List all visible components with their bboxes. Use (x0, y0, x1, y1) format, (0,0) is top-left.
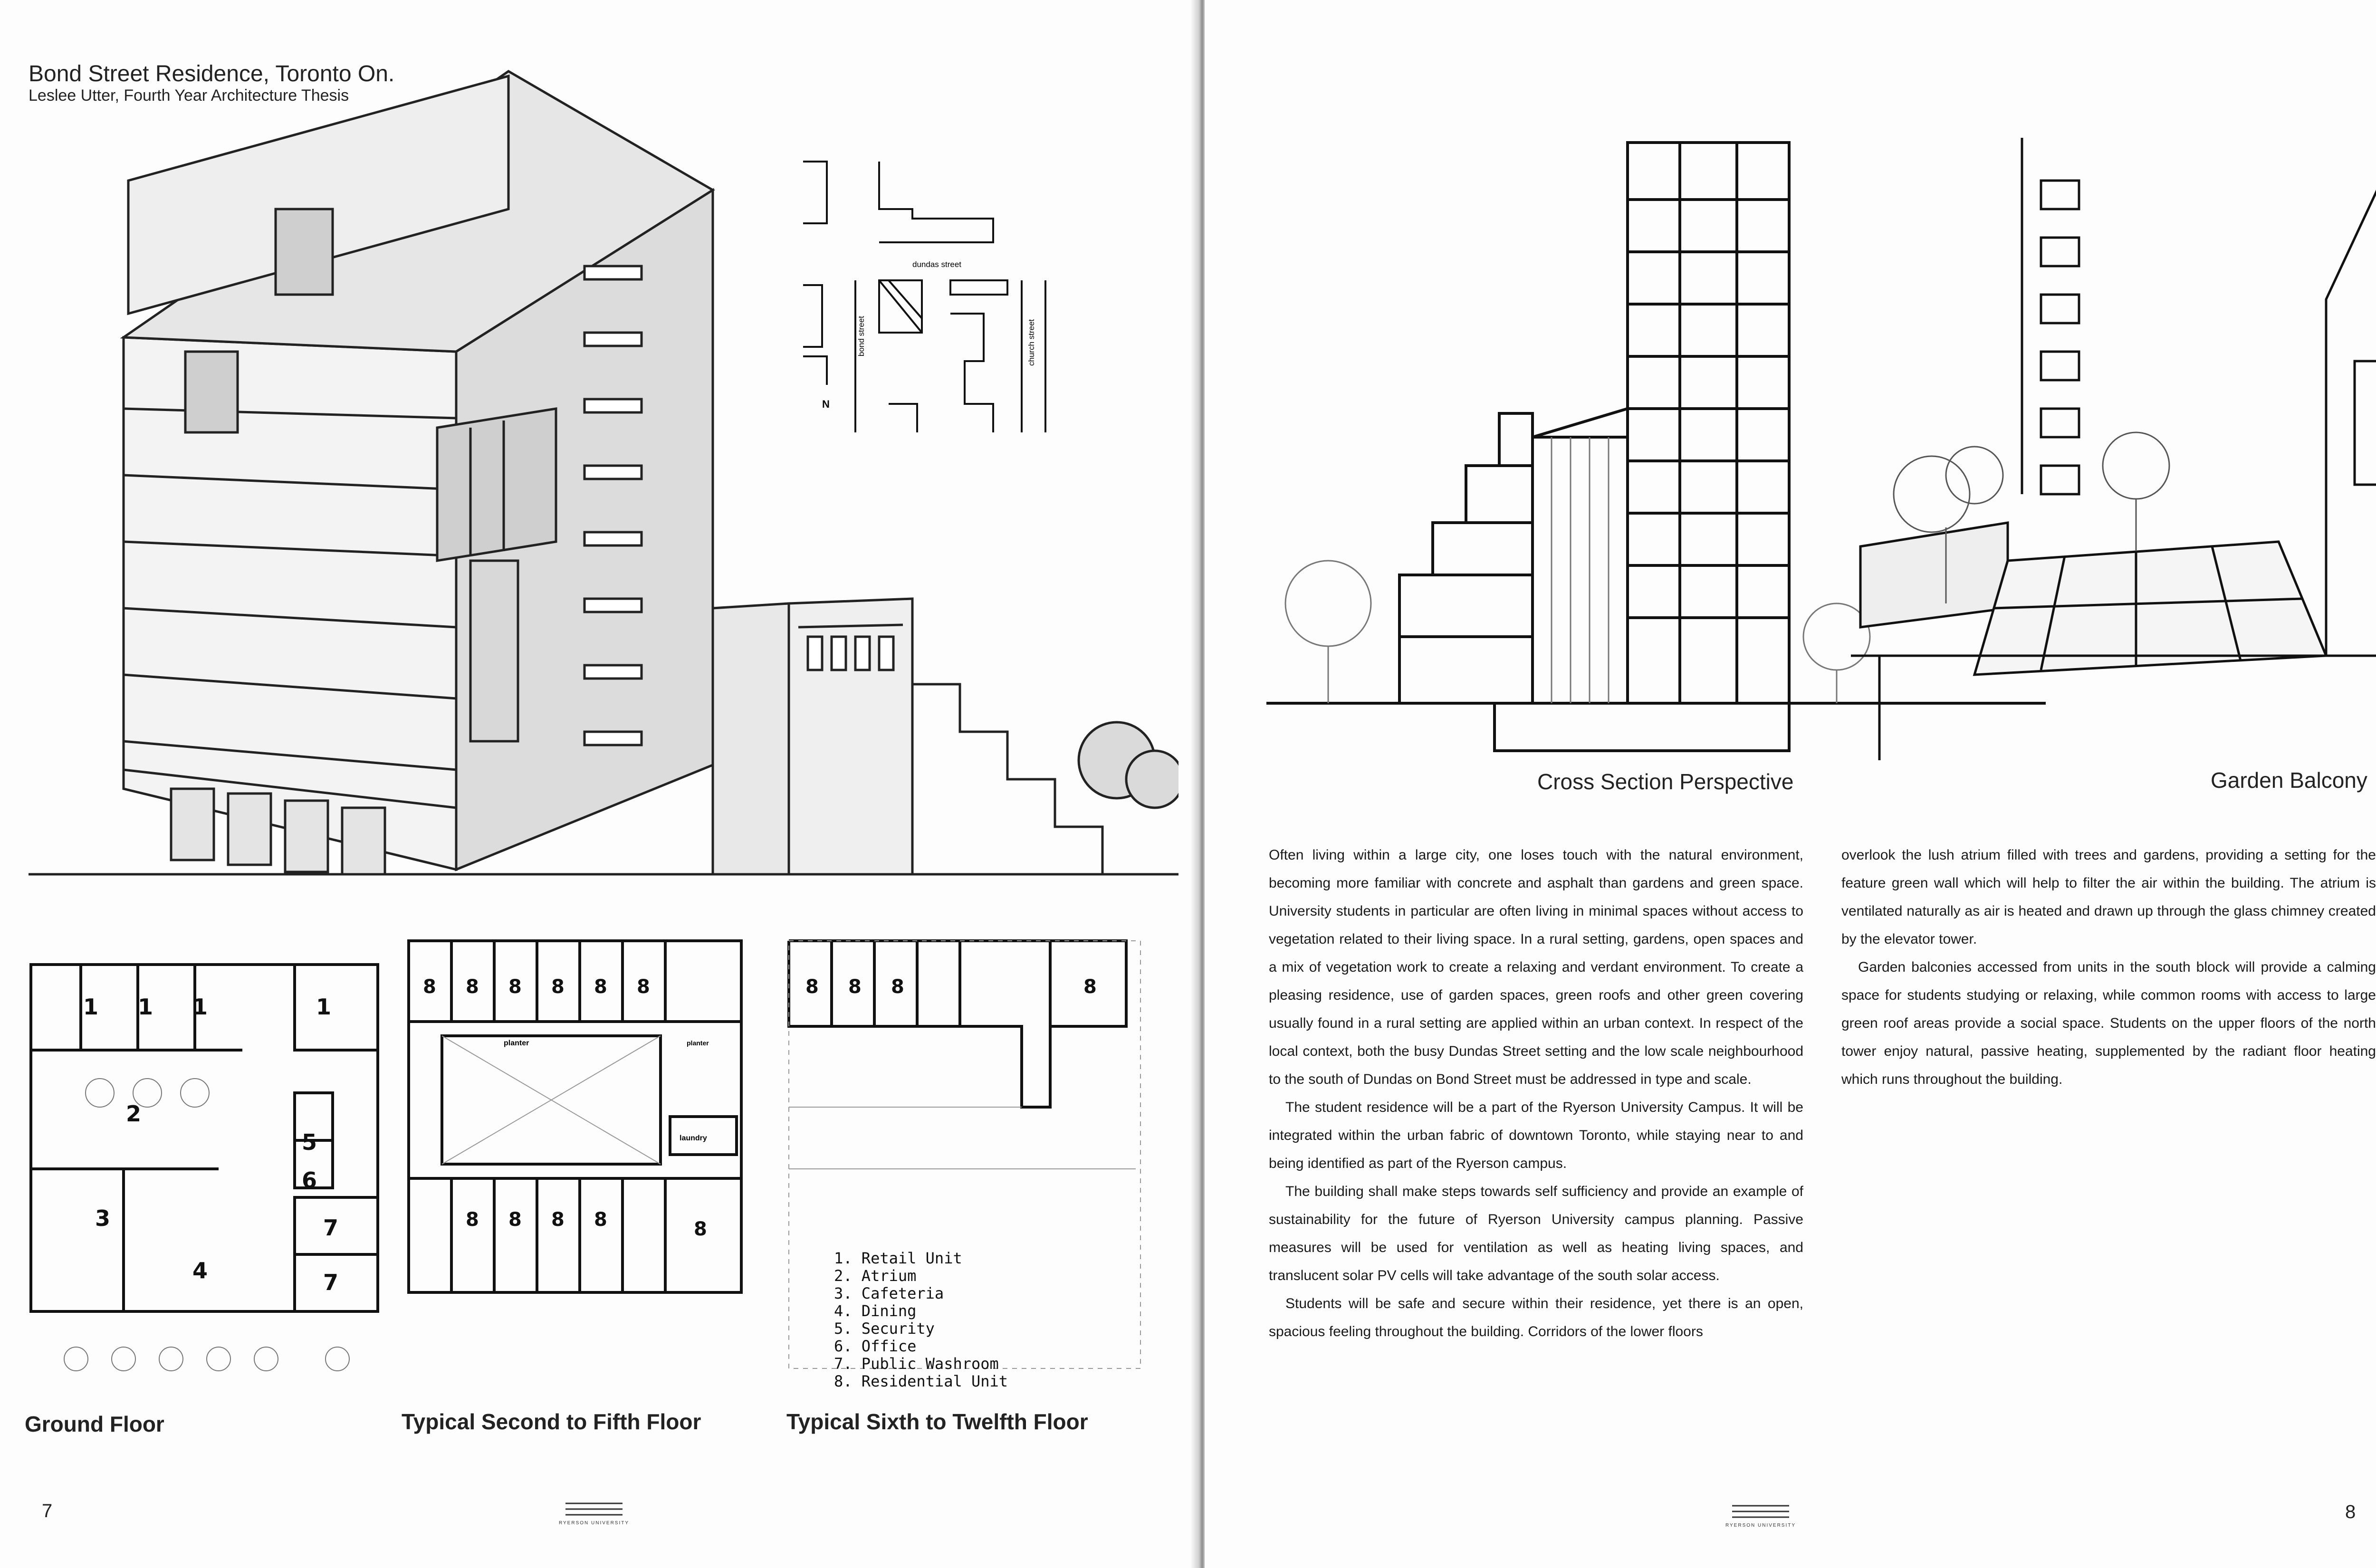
caption-second-to-fifth-floor: Typical Second to Fifth Floor (402, 1409, 701, 1434)
body-paragraph: The building shall make steps towards self sufficiency and provide an example of sustainability for the future of Ryerson University campus planning. Passive measures will be used for ventilation as well as heating living spaces, and translucent solar PV cells will take advantage of the south solar access. (1269, 1184, 1803, 1283)
garden-balcony-sketch (1851, 133, 2376, 765)
caption-cross-section: Cross Section Perspective (1537, 769, 1794, 794)
room-number: 1 (192, 994, 208, 1020)
body-paragraph: Students will be safe and secure within their residence, yet there is an open, spacious feeling throughout the building. Corridors of the lower floors (1269, 1296, 1803, 1339)
room-legend (834, 1250, 1008, 1390)
body-text-column-1 (1269, 841, 1803, 1346)
plan-label-planter: planter (504, 1039, 529, 1047)
room-number: 7 (323, 1270, 339, 1295)
page-subtitle: Leslee Utter, Fourth Year Architecture Thesis (29, 86, 349, 105)
room-number: 1 (316, 994, 332, 1020)
unit-number: 8 (594, 1209, 607, 1231)
map-street-label-dundas: dundas street (912, 260, 962, 269)
legend-item: 5. Security (834, 1319, 935, 1338)
unit-number: 8 (466, 976, 479, 998)
room-number: 7 (323, 1215, 339, 1241)
room-number: 1 (83, 994, 99, 1020)
ground-floor-plan (29, 931, 380, 1383)
page-number-right: 8 (2345, 1501, 2356, 1522)
plan-label-planter: planter (687, 1039, 709, 1047)
unit-number: 8 (508, 1209, 522, 1231)
legend-item: 3. Cafeteria (834, 1284, 944, 1302)
body-paragraph: The student residence will be a part of the Ryerson University Campus. It will be integrated within the urban fabric of downtown Toronto, while staying near to and being identified as part of the Ryerson campus. (1269, 1100, 1803, 1171)
unit-number: 8 (551, 1209, 565, 1231)
body-paragraph: overlook the lush atrium filled with trees and gardens, providing a setting for the feature green wall which will help to filter the air within the building. The atrium is ventilated naturally as air is heated and drawn up through the glass chimney created by the elevator tower. (1841, 847, 2376, 947)
right-page (1205, 0, 2376, 1568)
caption-garden-balcony: Garden Balcony (2211, 768, 2367, 793)
unit-number: 8 (594, 976, 607, 998)
unit-number: 8 (551, 976, 565, 998)
map-street-label-bond: bond street (857, 316, 866, 356)
legend-item: 6. Office (834, 1337, 917, 1355)
legend-item: 7. Public Washroom (834, 1355, 999, 1373)
logo-text: RYERSON UNIVERSITY (1725, 1523, 1796, 1528)
logo-text: RYERSON UNIVERSITY (558, 1520, 630, 1526)
second-to-fifth-floor-plan (404, 931, 746, 1383)
page-title: Bond Street Residence, Toronto On. (29, 61, 395, 86)
unit-number: 8 (423, 976, 436, 998)
unit-number: 8 (1083, 976, 1097, 998)
body-paragraph: Often living within a large city, one loses touch with the natural environment, becoming more familiar with concrete and asphalt than gardens and green space. University students in particular are often living in minimal spaces without access to vegetation related to their living space. In a rural setting, gardens, open spaces and a mix of vegetation work to create a relaxing and verdant environment. To create a pleasing residence, use of garden spaces, green roofs and other green covering usually found in a rural setting are applied within an urban context. In respect of the local context, both the busy Dundas Street setting and the low scale neighbourhood to the south of Dundas on Bond Street must be addressed in type and scale. (1269, 847, 1803, 1087)
plan-label-laundry: laundry (680, 1134, 707, 1142)
unit-number: 8 (466, 1209, 479, 1231)
caption-ground-floor: Ground Floor (25, 1412, 164, 1436)
unit-number: 8 (848, 976, 862, 998)
body-paragraph: Garden balconies accessed from units in the south block will provide a calming space for students studying or relaxing, while common rooms with access to large green roof areas provide a social space. Students on the upper floors of the north tower enjoy natural, passive heating, supplemented by the radiant floor heating which runs throughout the building. (1841, 959, 2376, 1087)
unit-number: 8 (508, 976, 522, 998)
map-street-label-church: church street (1027, 319, 1036, 366)
room-number: 1 (138, 994, 153, 1020)
legend-item: 8. Residential Unit (834, 1372, 1008, 1390)
unit-number: 8 (805, 976, 819, 998)
page-number-left: 7 (42, 1501, 53, 1521)
legend-item: 4. Dining (834, 1302, 917, 1320)
room-number: 2 (126, 1101, 142, 1127)
north-label: N (822, 398, 830, 410)
room-number: 4 (192, 1258, 208, 1283)
body-text-column-2 (1841, 841, 2376, 1093)
university-logo (542, 1501, 646, 1526)
room-number: 5 (302, 1129, 317, 1155)
room-number: 3 (95, 1205, 111, 1231)
unit-number: 8 (694, 1218, 707, 1240)
unit-number: 8 (637, 976, 650, 998)
logo-mark-icon (565, 1501, 623, 1518)
legend-item: 2. Atrium (834, 1267, 917, 1285)
caption-sixth-to-twelfth-floor: Typical Sixth to Twelfth Floor (786, 1409, 1088, 1434)
room-number: 6 (302, 1167, 317, 1193)
legend-item: 1. Retail Unit (834, 1249, 962, 1267)
logo-mark-icon (1732, 1504, 1789, 1520)
university-logo (1708, 1504, 1813, 1528)
unit-number: 8 (891, 976, 904, 998)
site-context-map (794, 157, 1060, 442)
